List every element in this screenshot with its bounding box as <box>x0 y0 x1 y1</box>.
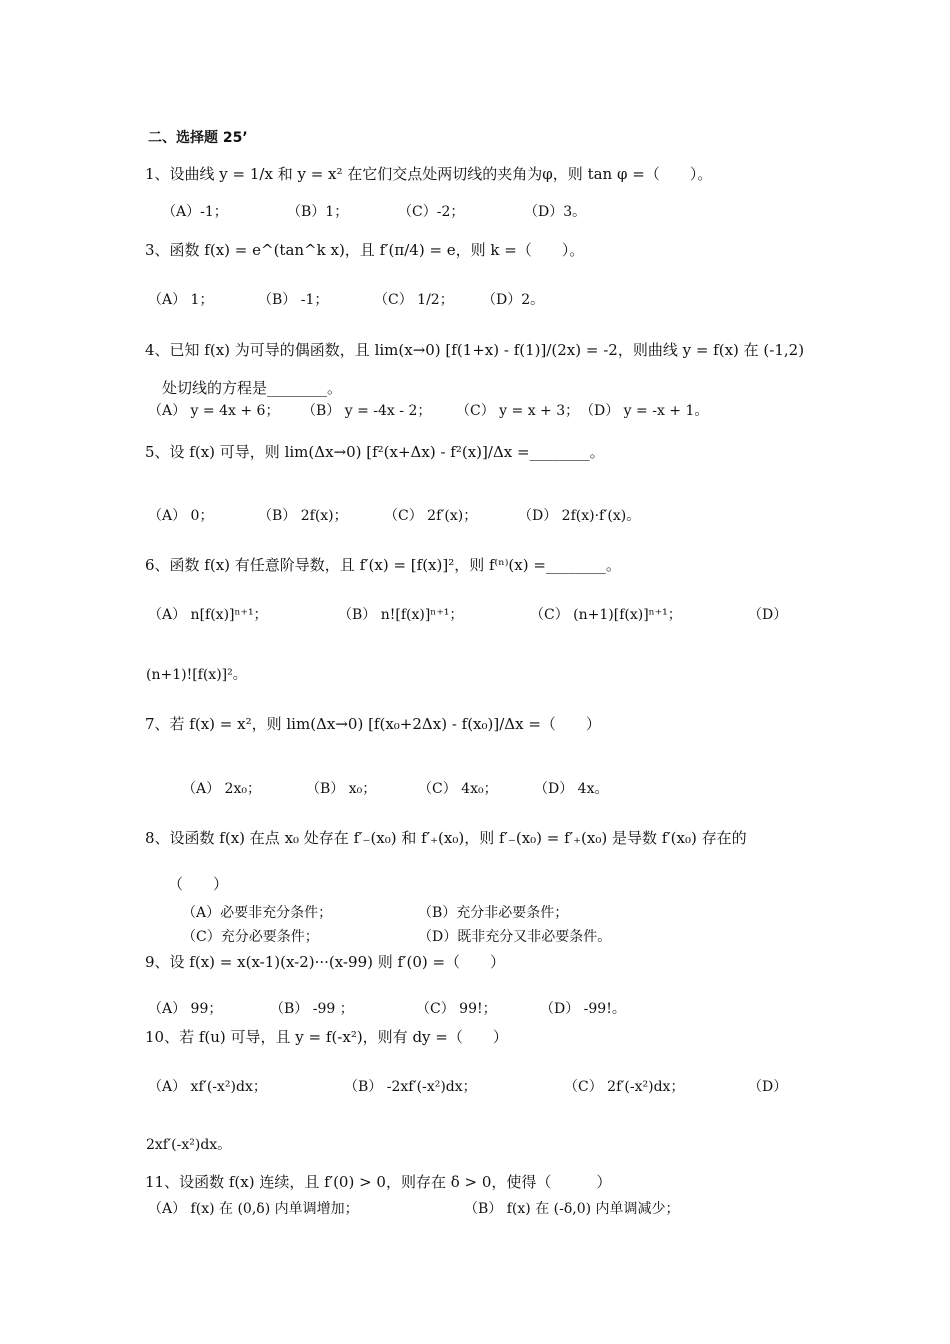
q10-option-a: （A） xf′(-x²)dx； <box>148 1079 267 1095</box>
q1-option-b: （B）1； <box>287 204 349 220</box>
question-5: 5、设 f(x) 可导，则 lim(Δx→0) [f²(x+Δx) - f²(x)]/Δx =________。 <box>145 443 605 461</box>
q4-option-d: （D） y = -x + 1。 <box>580 403 709 419</box>
question-4-cont: 处切线的方程是________。 <box>162 379 343 397</box>
q10-option-c: （C） 2f′(-x²)dx； <box>564 1079 685 1095</box>
q5-option-b: （B） 2f(x)； <box>258 508 348 524</box>
q6-option-a: （A） n[f(x)]ⁿ⁺¹； <box>148 607 268 623</box>
q3-option-d: （D）2。 <box>482 292 545 308</box>
section-title: 二、选择题 25’ <box>148 130 248 146</box>
q6-option-d: （D） <box>748 607 788 623</box>
q3-option-c: （C） 1/2； <box>374 292 454 308</box>
q4-option-c: （C） y = x + 3； <box>456 403 580 419</box>
q5-option-d: （D） 2f(x)·f′(x)。 <box>518 508 641 524</box>
q7-option-a: （A） 2x₀； <box>182 781 261 797</box>
q6-option-c: （C） (n+1)[f(x)]ⁿ⁺¹； <box>530 607 682 623</box>
q5-option-c: （C） 2f′(x)； <box>384 508 478 524</box>
q10-option-b: （B） -2xf′(-x²)dx； <box>344 1079 477 1095</box>
question-4: 4、已知 f(x) 为可导的偶函数，且 lim(x→0) [f(1+x) - f(1)]/(2x) = -2，则曲线 y = f(x) 在 (-1,2) <box>145 341 805 359</box>
q8-option-a: （A）必要非充分条件； <box>182 905 333 921</box>
q9-option-a: （A） 99； <box>148 1001 223 1017</box>
q8-option-b: （B）充分非必要条件； <box>418 905 569 921</box>
q7-option-c: （C） 4x₀； <box>418 781 498 797</box>
q6-option-d-cont: (n+1)![f(x)]²。 <box>146 667 247 683</box>
q7-option-d: （D） 4x。 <box>534 781 609 797</box>
q9-option-c: （C） 99!； <box>416 1001 497 1017</box>
q8-option-d: （D）既非充分又非必要条件。 <box>418 929 612 945</box>
q10-option-d: （D） <box>748 1079 788 1095</box>
question-10: 10、若 f(u) 可导，且 y = f(-x²)，则有 dy =（ ） <box>145 1028 508 1046</box>
q9-option-b: （B） -99 ； <box>270 1001 354 1017</box>
question-11: 11、设函数 f(x) 连续，且 f′(0) > 0，则存在 δ > 0，使得（ ） <box>145 1173 612 1191</box>
q11-option-b: （B） f(x) 在 (-δ,0) 内单调减少； <box>464 1201 680 1217</box>
question-9: 9、设 f(x) = x(x-1)(x-2)···(x-99) 则 f′(0) =（ ） <box>145 953 506 971</box>
q4-option-b: （B） y = -4x - 2； <box>302 403 432 419</box>
question-1: 1、设曲线 y = 1/x 和 y = x² 在它们交点处两切线的夹角为φ，则 tan φ =（ ）。 <box>145 165 713 183</box>
q6-option-b: （B） n![f(x)]ⁿ⁺¹； <box>338 607 464 623</box>
q4-option-a: （A） y = 4x + 6； <box>148 403 280 419</box>
q1-option-d: （D）3。 <box>524 204 587 220</box>
q8-option-c: （C）充分必要条件； <box>182 929 319 945</box>
question-7: 7、若 f(x) = x²，则 lim(Δx→0) [f(x₀+2Δx) - f(x₀)]/Δx =（ ） <box>145 715 601 733</box>
q3-option-a: （A） 1； <box>148 292 214 308</box>
question-3: 3、函数 f(x) = e^(tan^k x)，且 f′(π/4) = e，则 k =（ ）。 <box>145 241 585 259</box>
question-8: 8、设函数 f(x) 在点 x₀ 处存在 f′₋(x₀) 和 f′₊(x₀)，则 f′₋(x₀) = f′₊(x₀) 是导数 f′(x₀) 存在的 <box>145 829 747 847</box>
question-8-cont: （ ） <box>168 875 229 893</box>
q1-option-a: （A）-1； <box>162 204 228 220</box>
q7-option-b: （B） x₀； <box>306 781 377 797</box>
q1-option-c: （C）-2； <box>398 204 465 220</box>
q9-option-d: （D） -99!。 <box>540 1001 626 1017</box>
q5-option-a: （A） 0； <box>148 508 214 524</box>
question-6: 6、函数 f(x) 有任意阶导数，且 f′(x) = [f(x)]²，则 f⁽ⁿ⁾(x) =________。 <box>145 556 621 574</box>
q3-option-b: （B） -1； <box>258 292 329 308</box>
q10-option-d-cont: 2xf′(-x²)dx。 <box>146 1137 232 1153</box>
q11-option-a: （A） f(x) 在 (0,δ) 内单调增加； <box>148 1201 359 1217</box>
